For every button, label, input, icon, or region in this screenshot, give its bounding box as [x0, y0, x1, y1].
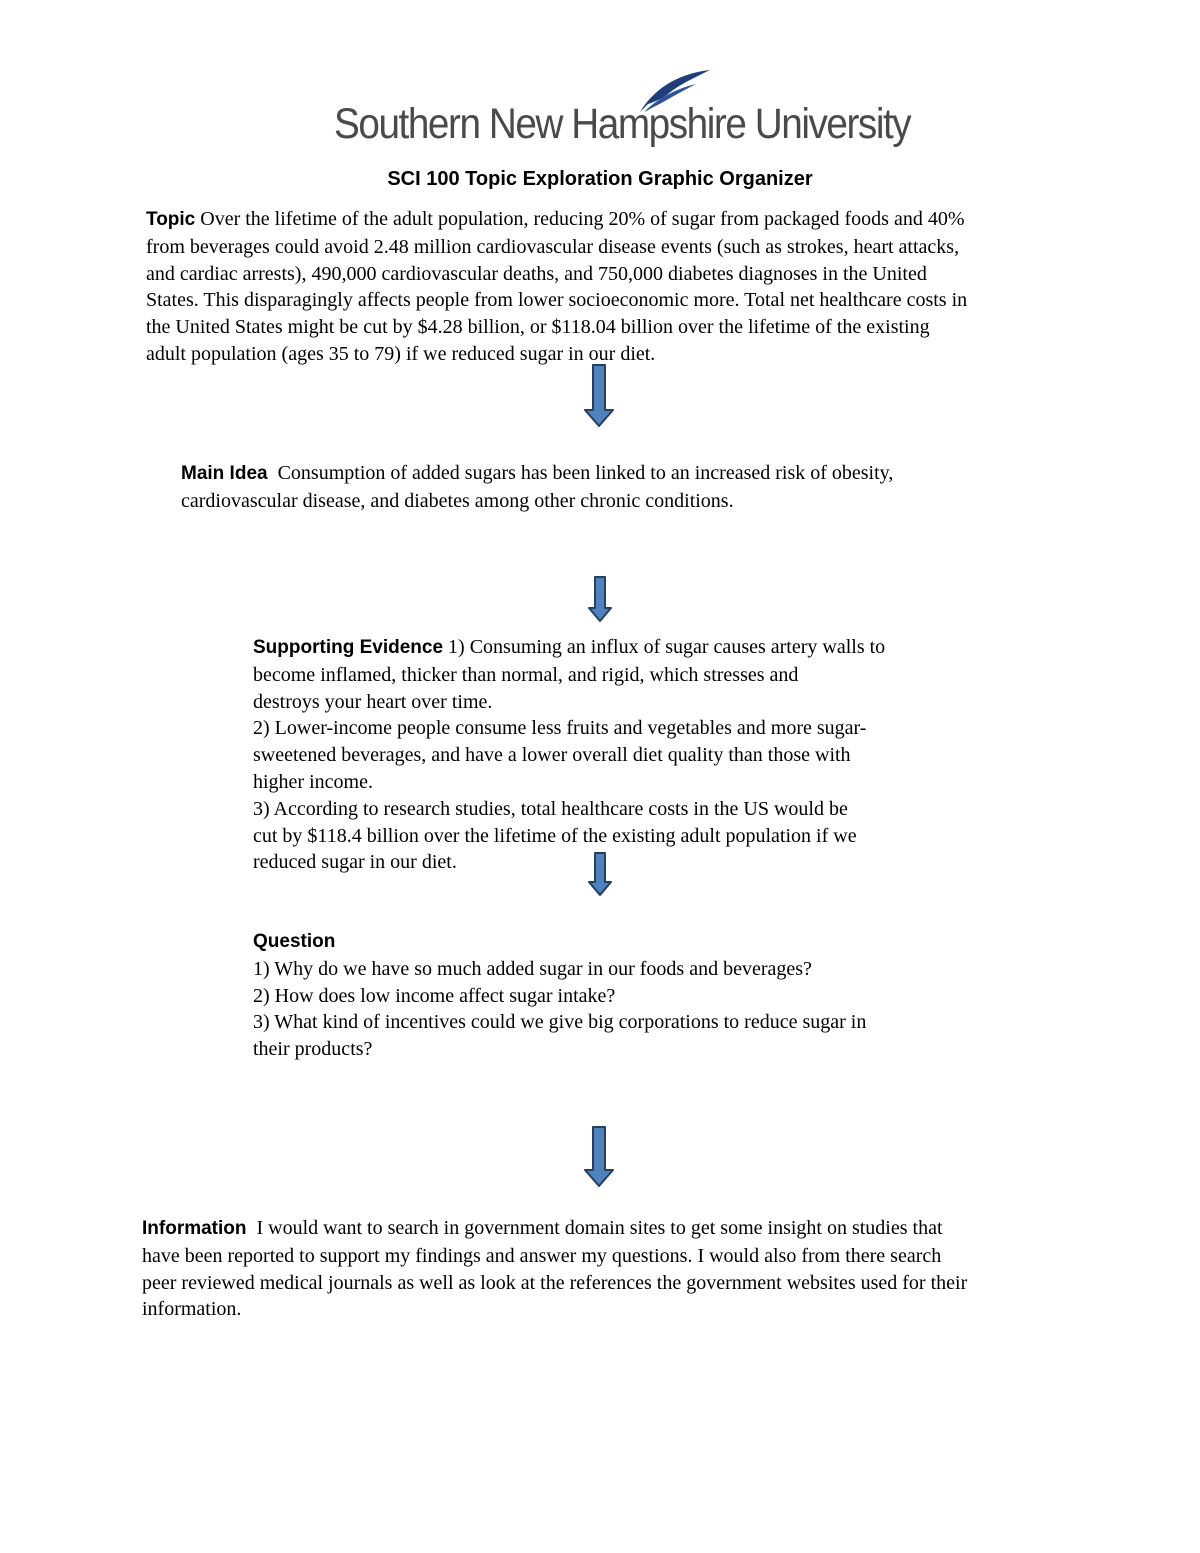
evidence-line-9: reduced sugar in our diet.: [253, 851, 457, 874]
main-idea-label: Main Idea: [181, 463, 268, 484]
main-idea-line-1: Main Idea Consumption of added sugars has been linked to an increased risk of obesity,: [181, 462, 894, 484]
question-line-3: 3) What kind of incentives could we give big corporations to reduce sugar in: [253, 1011, 867, 1034]
topic-line-6: adult population (ages 35 to 79) if we reduced sugar in our diet.: [146, 342, 656, 365]
information-line-1: Information I would want to search in government domain sites to get some insight on studies that: [142, 1217, 943, 1239]
evidence-line-7: 3) According to research studies, total healthcare costs in the US would be: [253, 797, 848, 820]
information-line-4: information.: [142, 1298, 242, 1321]
information-label: Information: [142, 1218, 247, 1239]
question-line-4: their products?: [253, 1038, 373, 1061]
evidence-line-5: sweetened beverages, and have a lower overall diet quality than those with: [253, 744, 851, 767]
topic-line-4: States. This disparagingly affects people from lower socioeconomic more. Total net healthcare costs in: [146, 289, 968, 312]
evidence-line-8: cut by $118.4 billion over the lifetime of the existing adult population if we: [253, 824, 857, 847]
information-line-3: peer reviewed medical journals as well as look at the references the government websites used for their: [142, 1271, 968, 1294]
down-arrow-icon: [588, 852, 612, 896]
topic-section: [146, 206, 967, 368]
question-line-2: 2) How does low income affect sugar intake?: [253, 984, 616, 1007]
down-arrow-icon: [588, 576, 612, 622]
topic-label: Topic: [146, 209, 196, 230]
down-arrow-icon: [583, 1126, 615, 1188]
topic-line-5: the United States might be cut by $4.28 billion, or $118.04 billion over the lifetime of the existing: [146, 316, 930, 339]
down-arrow-icon: [583, 364, 615, 428]
topic-line-1: Topic Over the lifetime of the adult population, reducing 20% of sugar from packaged foods and 40%: [146, 208, 965, 230]
information-line-2: have been reported to support my findings and answer my questions. I would also from there search: [142, 1244, 942, 1267]
supporting-evidence-section: [253, 634, 885, 876]
logo-wordmark: Southern New Hampshire University: [334, 100, 911, 148]
evidence-line-4: 2) Lower-income people consume less fruits and vegetables and more sugar-: [253, 717, 867, 740]
main-idea-section: [181, 460, 893, 515]
supporting-evidence-label: Supporting Evidence: [253, 637, 444, 658]
information-section: [142, 1215, 967, 1323]
question-label: Question: [253, 931, 336, 952]
university-logo: [334, 68, 911, 152]
topic-line-3: and cardiac arrests), 490,000 cardiovascular deaths, and 750,000 diabetes diagnoses in the United: [146, 262, 927, 285]
evidence-line-6: higher income.: [253, 770, 373, 793]
page-title: SCI 100 Topic Exploration Graphic Organizer: [387, 168, 813, 190]
evidence-line-2: become inflamed, thicker than normal, and rigid, which stresses and: [253, 663, 799, 686]
main-idea-line-2: cardiovascular disease, and diabetes among other chronic conditions.: [181, 489, 734, 512]
question-line-1: 1) Why do we have so much added sugar in our foods and beverages?: [253, 957, 812, 980]
topic-line-2: from beverages could avoid 2.48 million cardiovascular disease events (such as strokes, heart attacks,: [146, 235, 960, 258]
evidence-line-1: Supporting Evidence 1) Consuming an influx of sugar causes artery walls to: [253, 636, 886, 658]
question-section: [253, 929, 866, 1063]
evidence-line-3: destroys your heart over time.: [253, 690, 493, 713]
